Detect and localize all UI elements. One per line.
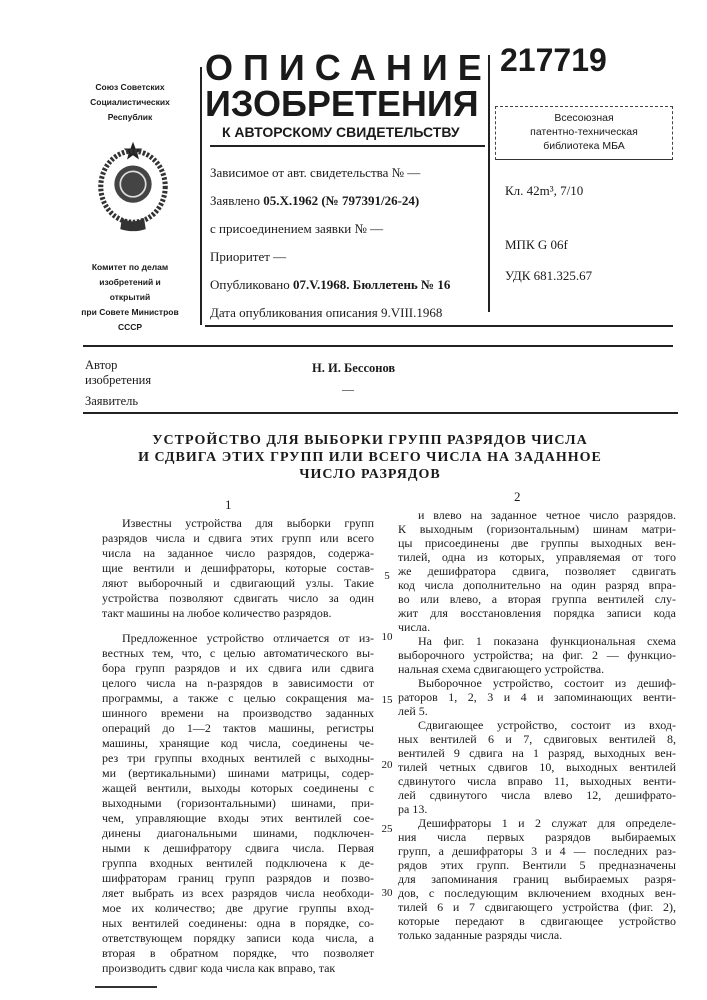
text-line: ра 13. — [398, 802, 676, 816]
text-line: вторая в обратном порядке, что позволяет — [102, 946, 374, 961]
text-line: ми (вертикальными) шинами матрицы, содер- — [102, 766, 374, 781]
org-line: Социалистических — [80, 95, 180, 110]
field-label: Дата опубликования описания 9.VIII.1968 — [210, 305, 442, 320]
text-line: тилей 6 и 7 сдвигающего устройства (фиг. 2), — [398, 900, 676, 914]
text-line: ных вентилей 6 и 7, сдвиговых вентилей 8, — [398, 732, 676, 746]
text-line: же дешифратора сдвига, позволяет сдвигать — [398, 564, 676, 578]
org-line: Союз Советских — [80, 80, 180, 95]
title-line: УСТРОЙСТВО ДЛЯ ВЫБОРКИ ГРУПП РАЗРЯДОВ ЧИСЛА — [110, 432, 630, 449]
stamp-line: патентно-техническая — [496, 125, 672, 139]
text-line: ными к дешифратору сдвига числа. Первая — [102, 841, 374, 856]
stamp-line: библиотека МБА — [496, 139, 672, 153]
title-line: ЧИСЛО РАЗРЯДОВ — [110, 466, 630, 483]
invention-title — [110, 432, 630, 483]
ussr-emblem-icon — [95, 140, 171, 235]
text-line: щие вентили и дешифраторы, которые состав- — [102, 561, 374, 576]
field-label: Зависимое от авт. свидетельства № — — [210, 165, 420, 180]
field-label: Приоритет — — [210, 249, 286, 264]
text-line: К выходным (горизонтальным) шинам матри- — [398, 522, 676, 536]
text-column-2 — [398, 508, 676, 942]
title-line: И СДВИГА ЭТИХ ГРУПП ИЛИ ВСЕГО ЧИСЛА НА ЗАДАННОЕ — [110, 449, 630, 466]
text-line: Дешифраторы 1 и 2 служат для определе- — [398, 816, 676, 830]
text-line: нальная схема сдвигающего устройства. — [398, 662, 676, 676]
text-line: дов, с последующим включением входных вен- — [398, 886, 676, 900]
text-line: лей 5. — [398, 704, 676, 718]
field-dependent — [210, 165, 420, 180]
text-line: операций до 1—2 тактов машины, регистры — [102, 721, 374, 736]
text-line: и влево на заданное четное число разрядов. — [398, 508, 676, 522]
text-line: машины, хранящие код числа, соединены че- — [102, 736, 374, 751]
text-line: производить сдвиг кода числа как вправо, так — [102, 961, 374, 976]
applicant-value: — — [342, 382, 354, 396]
text-line: Известны устройства для выборки групп — [102, 516, 374, 531]
org-name-bottom — [80, 260, 180, 335]
text-line: выходными (горизонтальными) шинами, при- — [102, 796, 374, 811]
text-line: вентилей 9 сдвига на 1 разряд, выходных вен- — [398, 746, 676, 760]
text-line: программы, а также с целью сокращения ма- — [102, 691, 374, 706]
column-number-1: 1 — [225, 497, 232, 512]
text-line: для запоминания границ выбираемых разря- — [398, 872, 676, 886]
label-line: Автор — [85, 358, 151, 373]
text-line: во или влево, а вторая группа вентилей слу- — [398, 592, 676, 606]
text-line: бора групп разрядов и их сдвига или сдвига — [102, 661, 374, 676]
text-line: Сдвигающее устройство, состоит из вход- — [398, 718, 676, 732]
text-line: шифраторам границ групп разрядов и позво- — [102, 871, 374, 886]
divider — [488, 55, 490, 312]
author-name: Н. И. Бессонов — [312, 361, 395, 376]
line-number: 10 — [380, 631, 394, 644]
text-line: целого числа на n-разрядов в зависимости от — [102, 676, 374, 691]
udk-code: УДК 681.325.67 — [505, 268, 592, 283]
text-line: лей сдвинутого числа влево 12, дешифрато- — [398, 788, 676, 802]
line-number: 25 — [380, 823, 394, 836]
field-desc-date — [210, 305, 442, 320]
text-line: вестных тем, что, с целью автоматического вы- — [102, 646, 374, 661]
text-line: устройства позволяют сдвигать число за один — [102, 591, 374, 606]
divider — [200, 67, 202, 325]
text-line: Предложенное устройство отличается от из- — [102, 631, 374, 646]
text-line: ляют выборочный и сдвигающий узлы. Такие — [102, 576, 374, 591]
org-line: при Совете Министров — [80, 305, 180, 320]
text-line: групп, а дешифраторы 3 и 4 — последних раз- — [398, 844, 676, 858]
org-line: Республик — [80, 110, 180, 125]
org-line: Комитет по делам — [80, 260, 180, 275]
text-line: жит для восстановления порядка записи кода — [398, 606, 676, 620]
text-line: ных вентилей соединены: одна в порядке, со- — [102, 916, 374, 931]
text-line: Выборочное устройство, состоит из дешиф- — [398, 676, 676, 690]
text-line: только заданные разряды числа. — [398, 928, 676, 942]
label-line: изобретения — [85, 373, 151, 388]
text-line: чем, управляющие входы этих вентилей сое- — [102, 811, 374, 826]
field-value: 05.X.1962 (№ 797391/26-24) — [263, 193, 419, 208]
text-line: группа входных вентилей подключена к де- — [102, 856, 374, 871]
text-line: динены диагональными шинами, подключен- — [102, 826, 374, 841]
text-line: тилей четных сдвигов 10, выходных вентилей — [398, 760, 676, 774]
applicant-label: Заявитель — [85, 394, 138, 409]
patent-number: 217719 — [500, 42, 607, 78]
line-number: 30 — [380, 887, 394, 900]
org-line: изобретений и открытий — [80, 275, 180, 305]
doc-title-line1: ОПИСАНИЕ — [205, 50, 492, 86]
text-line: рез три группы входных вентилей с выходны- — [102, 751, 374, 766]
line-number: 5 — [380, 570, 394, 583]
text-line: тилей, одна из которых, управляемая от того — [398, 550, 676, 564]
doc-subtitle: К АВТОРСКОМУ СВИДЕТЕЛЬСТВУ — [222, 124, 460, 140]
text-line: шинного времени на производство заданных — [102, 706, 374, 721]
doc-title-line2: ИЗОБРЕТЕНИЯ — [205, 86, 479, 122]
field-filed — [210, 193, 419, 208]
text-line: мое их количество; две другие группы вход- — [102, 901, 374, 916]
text-line: которые передают в сдвигающее устройство — [398, 914, 676, 928]
field-value: 07.V.1968. Бюллетень № 16 — [293, 277, 450, 292]
text-line: числа. — [398, 620, 676, 634]
text-line: числа на заданное число разрядов, содержа- — [102, 546, 374, 561]
text-line: разрядов числа и сдвига этих групп или всего — [102, 531, 374, 546]
divider — [95, 986, 157, 988]
line-number: 20 — [380, 759, 394, 772]
divider — [205, 325, 673, 327]
divider — [83, 345, 673, 347]
field-label: с присоединением заявки № — — [210, 221, 383, 236]
org-line: СССР — [80, 320, 180, 335]
column-number-2: 2 — [514, 489, 521, 504]
field-label: Заявлено — [210, 193, 260, 208]
text-line: такт машины на любое количество разрядов. — [102, 606, 374, 621]
text-line: код числа дополнительно на один разряд впра- — [398, 578, 676, 592]
stamp-line: Всесоюзная — [496, 111, 672, 125]
divider — [83, 412, 678, 414]
author-label — [85, 358, 151, 388]
text-line: выборочного устройства; на фиг. 2 — функцио- — [398, 648, 676, 662]
text-line: рядов этих групп. Вентили 5 предназначены — [398, 858, 676, 872]
text-line: цы присоединены две группы выходных вен- — [398, 536, 676, 550]
class-code: Кл. 42m³, 7/10 — [505, 183, 583, 198]
library-stamp — [495, 106, 673, 160]
text-line: ния числа первых разрядов выбираемых — [398, 830, 676, 844]
text-line: сдвинутого числа вправо 11, выходных венти- — [398, 774, 676, 788]
field-label: Опубликовано — [210, 277, 290, 292]
line-number: 15 — [380, 694, 394, 707]
field-joined — [210, 221, 383, 236]
text-column-1 — [102, 516, 374, 976]
field-published — [210, 277, 450, 292]
text-line: раторов 1, 2, 3 и 4 и запоминающих венти- — [398, 690, 676, 704]
text-line: ответствующем порядку записи кода числа, а — [102, 931, 374, 946]
text-line: ляет выбрать из всех разрядов числа необходи- — [102, 886, 374, 901]
field-priority — [210, 249, 286, 264]
mpk-code: МПК G 06f — [505, 237, 568, 252]
text-line: На фиг. 1 показана функциональная схема — [398, 634, 676, 648]
org-name-top — [80, 80, 180, 125]
text-line: жащей вентили, выходы которых соединены с — [102, 781, 374, 796]
divider — [210, 145, 485, 147]
